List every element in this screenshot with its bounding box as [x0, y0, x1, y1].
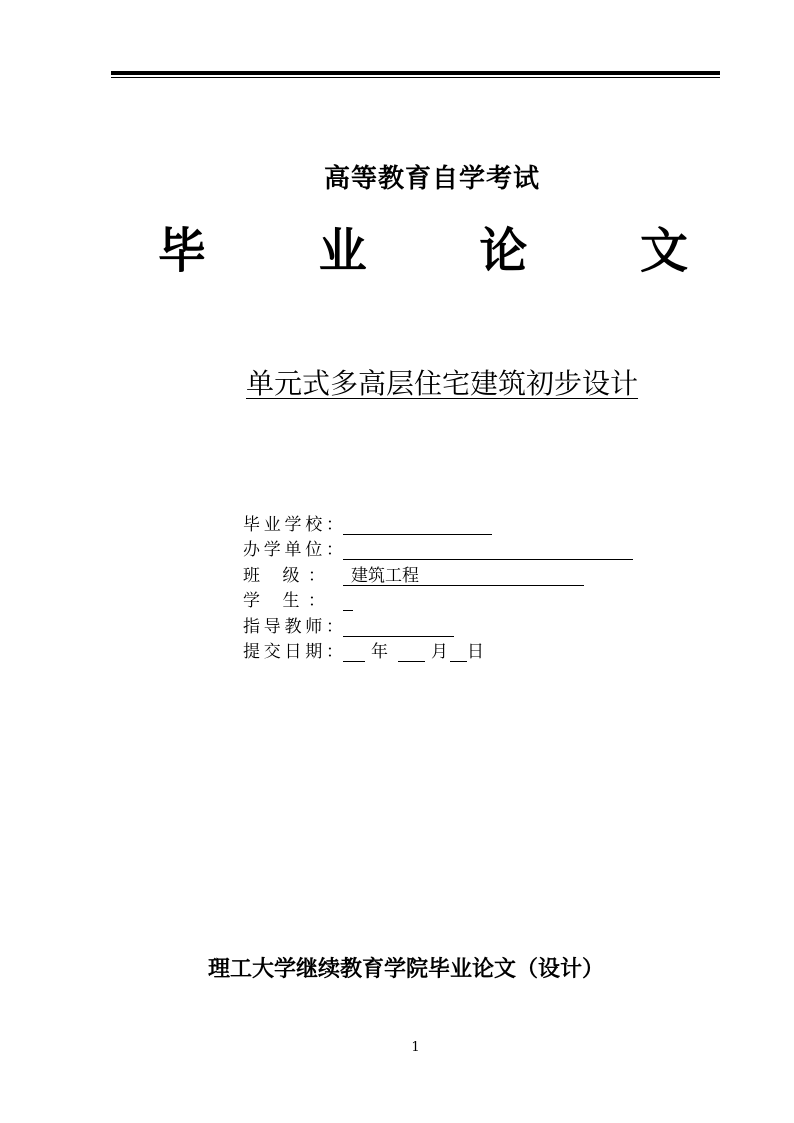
date-month-label: 月: [431, 642, 448, 662]
student-label: 学 生：: [243, 591, 325, 611]
class-row: [243, 560, 633, 586]
unit-row: [243, 535, 633, 561]
date-label: 提交日期：: [243, 642, 343, 662]
school-row: [243, 509, 633, 535]
school-label: 毕业学校：: [243, 514, 343, 535]
header-rule-thick: [111, 71, 720, 75]
date-row: [243, 637, 633, 663]
class-field[interactable]: 建筑工程: [343, 566, 584, 586]
thesis-topic: 单元式多高层住宅建筑初步设计: [246, 367, 639, 400]
school-field[interactable]: [343, 515, 492, 535]
info-block: [243, 509, 633, 662]
thesis-heading: 毕 业 论 文: [157, 223, 737, 279]
unit-label: 办学单位：: [243, 540, 343, 560]
advisor-row: [243, 611, 633, 637]
class-label: 班 级：: [243, 565, 325, 586]
advisor-label: 指导教师：: [243, 616, 343, 637]
date-day-field[interactable]: [450, 641, 467, 662]
date-year-field[interactable]: [343, 641, 365, 662]
footer-title: 理工大学继续教育学院毕业论文（设计）: [207, 956, 604, 982]
student-field[interactable]: [343, 591, 353, 611]
page-number: 1: [411, 1040, 420, 1055]
advisor-field[interactable]: [343, 617, 454, 637]
header-rule-thin: [111, 77, 720, 78]
date-year-label: 年: [371, 642, 388, 662]
unit-field[interactable]: [343, 540, 633, 560]
student-row: [243, 586, 633, 612]
date-day-label: 日: [467, 642, 484, 662]
date-month-field[interactable]: [398, 641, 425, 662]
exam-title: 高等教育自学考试: [323, 164, 540, 194]
